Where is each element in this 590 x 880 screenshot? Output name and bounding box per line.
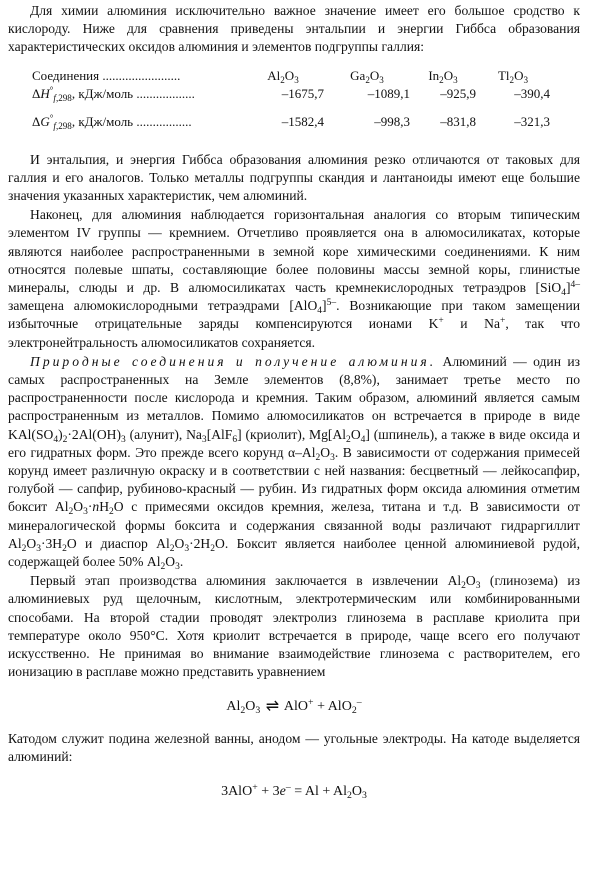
paragraph: Наконец, для алюминия наблюдается горизонтальная аналогия со вторым типическим элементом IV группы — кремнием. Отчетливо проявляется она в алюмосиликатах, которые являются наиболее распространенными в земной коре химическими соединениями. К ним относятся полевые шпаты, составляющие более половины массы земной коры, глинистые минералы, слюды и др. В алюмосиликатах часть кремнекислородных тетраэдров $[SiO_4]^{4-}$ замещена алюмокислородными тетраэдрами $[AlO_4]^{5-}$. Возникающие при таком замещении избыточные отрицательные заряды компенсируются ионами K+ и Na+, так что электронейтральность алюмосиликатов сохраняется. [8,207,581,350]
paragraph: И энтальпия, и энергия Гиббса образования алюминия резко отличаются от таковых для галлия и его аналогов. Только металлы подгруппы скандия и лантаноиды имеют еще большие значения указанных характеристик, чем алюминий. [8,151,580,204]
row-label: $\Delta H^\circ_{f,298}$, кДж/моль .................. [32,84,195,103]
table-cell: –1089,1 [367,85,410,101]
col-al2o3: $Al_2O_3$ [267,67,299,85]
paragraph: Катодом служит подина железной ванны, анодом — угольные электроды. На катоде выделяется алюминий: [8,730,580,764]
paragraph: Первый этап производства алюминия заключается в извлечении $Al_2O_3$ (глинозема) из алюминиевых руд щелочным, кислотным, электротермическим или комбинированными способами. На второй стадии проводят электролиз глинозема в расплаве криолита при температуре около 950°С. Хотя криолит встречается в природе, чаще всего его получают искусственно. Не принимая во внимание взаимодействие глинозема с растворителем, его ионизацию в расплаве можно представить уравнением [8,573,580,680]
row-label: $\Delta G^\circ_{f,298}$, кДж/моль ................. [32,112,192,131]
equation-cathode: $3AlO^+ + 3e^- = Al + Al_2O_3$ [221,781,367,801]
table-cell: –1582,4 [281,113,324,129]
table-header-row [32,67,550,85]
header-label: Соединения ........................ [32,67,181,83]
table-cell: –390,4 [514,85,550,101]
table-cell: –925,9 [440,85,476,101]
equation-ionization: $Al_2O_3$ ⇌ AlO+ + AlO$_2$– [226,696,362,716]
section-heading: Природные соединения и получение алюминия. [30,353,437,369]
col-ga2o3: $Ga_2O_3$ [350,67,384,85]
table-row [32,113,550,131]
table-row [32,85,550,103]
col-in2o3: $In_2O_3$ [428,67,458,85]
table-cell: –1675,7 [281,85,324,101]
table-cell: –831,8 [440,113,476,129]
thermo-table [32,67,550,131]
table-cell: –998,3 [374,113,410,129]
table-cell: –321,3 [514,113,550,129]
paragraph: Природные соединения и получение алюминия. Алюминий — один из самых распространенных на Земле элементов (8,8%), занимает третье место по распространенности после кислорода и кремния. Таким образом, алюминий является самым распространенным из металлов. Помимо алюмосиликатов он встречается в природе в виде $KAl(SO_4)_2\cdot 2Al(OH)_3$ (алунит), $Na_3[AlF_6]$ (криолит), $Mg[Al_2O_4]$ (шпинель), а также в виде оксида и его гидратных форм. Это прежде всего корунд $\alpha-Al_2O_3$. В зависимости от содержания примесей корунд имеет различную окраску и в соответствии с ней названия: бесцветный — лейкосапфир, голубой — сапфир, рубиново-красный — рубин. Из гидратных форм оксида алюминия отметим боксит $Al_2O_3\cdot nH_2O$ с примесями оксидов кремния, железа, титана и т.д. В зависимости от минералогической формы боксита и содержания связанной воды различают гидраргиллит $Al_2O_3\cdot 3H_2O$ и диаспор $Al_2O_3\cdot 2H_2O$. Боксит является наиболее ценной алюминиевой рудой, содержащей более 50% $Al_2O_3$. [8,353,581,573]
col-tl2o3: $Tl_2O_3$ [497,67,529,85]
intro-paragraph: Для химии алюминия исключительно важное значение имеет его большое сродство к кислороду. Ниже для сравнения приведены энтальпии и энергии Гиббса образования характеристических оксидов алюминия и элементов подгруппы галлия: [8,3,580,55]
